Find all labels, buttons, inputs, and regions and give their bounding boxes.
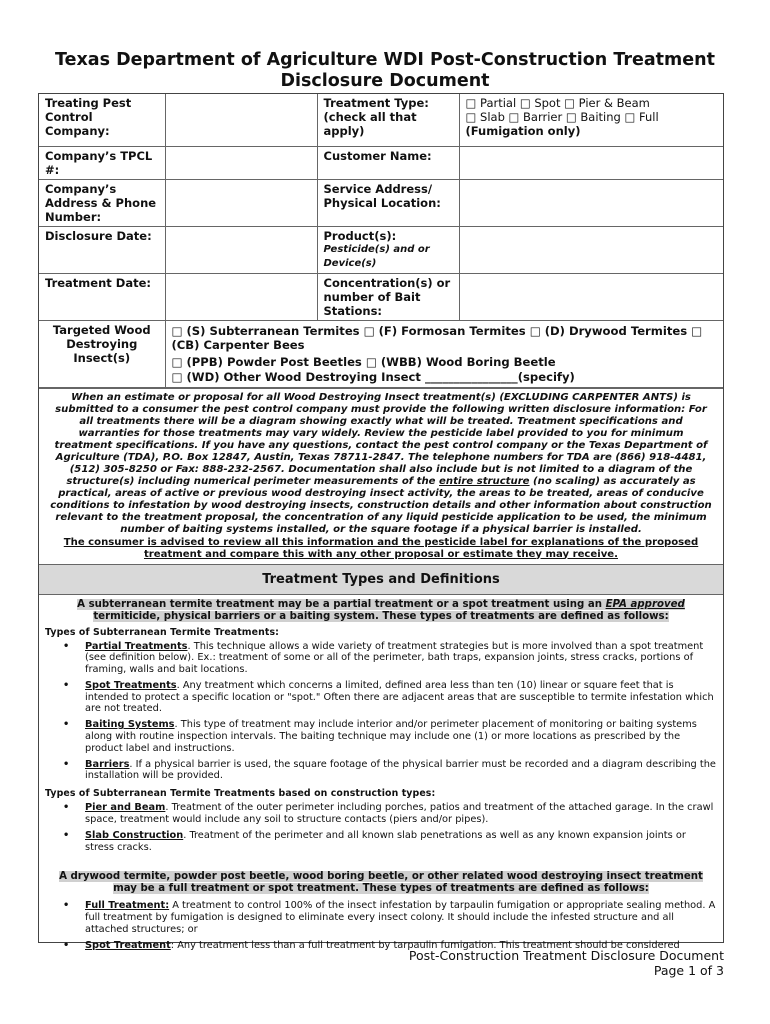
wdi-line3[interactable]: □ (WD) Other Wood Destroying Insect ________________(specify) [171, 370, 575, 384]
treatment-options-line3: (Fumigation only) [465, 124, 581, 138]
concentration-field[interactable] [459, 273, 723, 320]
service-address-label: Service Address/ Physical Location: [317, 179, 459, 226]
address-phone-label: Company’s Address & Phone Number: [39, 179, 165, 226]
list-item [63, 719, 717, 754]
wdi-options[interactable] [165, 320, 723, 387]
drywood-intro [39, 867, 723, 897]
definition-term: Pier and Beam [85, 802, 166, 814]
construction-heading: Types of Subterranean Termite Treatments based on construction types: [45, 788, 436, 800]
subterranean-intro-b: termiticide, physical barriers or a baiting system. These types of treatments are defined as follows: [93, 610, 669, 622]
footer-document-name: Post-Construction Treatment Disclosure Document [408, 948, 724, 963]
bullet-icon: • [63, 640, 70, 652]
notice-part1: When an estimate or proposal for all Wood Destroying Insect treatment(s) (EXCLUDING CARPENTER ANTS) is submitted to a consumer the pest control company must provide the following written disclosure information: For all treatments there will be a diagram showing exactly what will be treated. Treatment specifications and warranties for those treatments may vary widely. Review the pesticide label provided to you for minimum treatment specifications. If you have any questions, contact the pest control company or the Texas Department of Agriculture (TDA), P.O. Box 12847, Austin, Texas 78711-2847. The telephone numbers for TDA are (866) 918-4481, (512) 305-8250 or Fax: 888-232-2567. Documentation shall also include but is not limited to a diagram of the structure(s) including numerical perimeter measurements of the [54, 391, 708, 487]
consumer-advice: The consumer is advised to review all this information and the pesticide label for explanations of the proposed treatment and compare this with any other proposal or estimate they may receive. [63, 536, 699, 560]
epa-approved: EPA approved [605, 598, 685, 610]
bullet-icon: • [63, 758, 70, 770]
document-title: Texas Department of Agriculture WDI Post-Construction Treatment Disclosure Document [55, 50, 715, 91]
customer-name-label: Customer Name: [317, 146, 459, 179]
products-field[interactable] [459, 226, 723, 273]
form-frame [38, 93, 724, 951]
subterranean-intro [39, 595, 723, 625]
tpcl-label: Company’s TPCL #: [39, 146, 165, 179]
list-item [63, 829, 717, 854]
concentration-label: Concentration(s) or number of Bait Stations: [317, 273, 459, 320]
list-item [63, 640, 717, 676]
customer-name-field[interactable] [459, 146, 723, 179]
footer-page-number: Page 1 of 3 [653, 963, 724, 978]
types-heading: Types of Subterranean Termite Treatments: [45, 626, 280, 638]
products-sublabel: Pesticide(s) and or Device(s) [323, 243, 430, 269]
tpcl-field[interactable] [165, 146, 317, 179]
definition-text: . Treatment of the outer perimeter including porches, patios and treatment of the attached garage. In the crawl space, treatment would include any soil to structure contacts (piers and/or pipes). [85, 802, 714, 826]
treating-company-field[interactable] [165, 94, 317, 146]
info-table [39, 94, 723, 388]
treatment-type-options[interactable] [459, 94, 723, 146]
bullet-icon: • [63, 900, 70, 912]
products-label: Product(s): [323, 228, 397, 243]
section-heading: Treatment Types and Definitions [39, 564, 723, 595]
definition-text: A treatment to control 100% of the insect infestation by tarpaulin fumigation or appropriate sealing method. A full treatment by fumigation is designed to eliminate every insect colony. It should include the infested structure and all attached structures; or [85, 900, 716, 936]
definition-term: Partial Treatments [85, 640, 188, 652]
definition-text: . Treatment of the perimeter and all known slab penetrations as well as any known expansion joints or stress cracks. [85, 829, 686, 853]
definition-text: : Any treatment less than a full treatment by tarpaulin fumigation. This treatment should be considered [170, 939, 680, 951]
treatment-type-label: Treatment Type: (check all that apply) [317, 94, 459, 146]
notice-entire-structure: entire structure [439, 475, 530, 487]
definition-text: . This technique allows a wide variety of treatment strategies but is more involved than a spot treatment (see definition below). Ex.: treatment of some or all of the perimeter, bath traps, expansion joints, stress cracks, portions of framing, walls and bait locations. [85, 640, 704, 676]
subterranean-intro-a: A subterranean termite treatment may be a partial treatment or a spot treatment using an [77, 598, 606, 610]
bullet-icon: • [63, 719, 70, 731]
definition-text: . This type of treatment may include interior and/or perimeter placement of monitoring or baiting systems along with routine inspection intervals. The baiting technique may include one (1) or more locations as prescribed by the product label and instructions. [85, 719, 697, 754]
list-item [63, 679, 717, 715]
wdi-label: Targeted Wood Destroying Insect(s) [39, 320, 165, 387]
address-phone-field[interactable] [165, 179, 317, 226]
treatment-date-label: Treatment Date: [39, 273, 165, 320]
notice-part2: (no scaling) as accurately as practical, areas of active or previous wood destroying insect activity, the areas to be treated, areas of conducive conditions to infestation by wood destroying insects, construction details and other information about construction relevant to the treatment proposal, the concentration of any liquid pesticide application to be used, the minimum number of baiting systems installed, or the square footage if a physical barrier is installed. [50, 475, 712, 535]
treatment-date-field[interactable] [165, 273, 317, 320]
bullet-icon: • [63, 802, 70, 814]
drywood-types-list [39, 900, 723, 951]
definition-text: . Any treatment which concerns a limited, defined area less than ten (10) linear or square feet that is intended to protect a specific location or "spot." Often there are adjacent areas that are susceptible to termite infestation which are not treated. [85, 679, 714, 715]
treatment-options-line2[interactable]: □ Slab □ Barrier □ Baiting □ Full [465, 110, 659, 124]
products-cell [317, 226, 459, 273]
list-item [63, 758, 717, 783]
disclosure-date-label: Disclosure Date: [39, 226, 165, 273]
wdi-line1[interactable]: □ (S) Subterranean Termites □ (F) Formosan Termites □ (D) Drywood Termites □ (CB) Carpenter Bees [171, 323, 703, 352]
definition-text: . If a physical barrier is used, the square footage of the physical barrier must be recorded and a diagram describing the installation will be provided. [85, 758, 716, 782]
subterranean-types-list [39, 641, 723, 783]
disclosure-date-field[interactable] [165, 226, 317, 273]
definition-term: Full Treatment: [85, 900, 170, 912]
definition-term: Slab Construction [85, 829, 184, 841]
definition-term: Spot Treatment [85, 939, 171, 951]
definition-term: Barriers [85, 758, 130, 770]
page-footer [324, 948, 724, 978]
list-item [63, 802, 717, 826]
list-item [63, 900, 717, 936]
drywood-intro-text: A drywood termite, powder post beetle, wood boring beetle, or other related wood destroying insect treatment may be a full treatment or spot treatment. These types of treatments are defined as follows: [59, 871, 703, 895]
definition-term: Spot Treatments [85, 679, 177, 691]
definition-term: Baiting Systems [85, 719, 175, 731]
bullet-icon: • [63, 829, 70, 841]
wdi-line2[interactable]: □ (PPB) Powder Post Beetles □ (WBB) Wood Boring Beetle [171, 354, 556, 369]
service-address-field[interactable] [459, 179, 723, 226]
bullet-icon: • [63, 939, 70, 951]
construction-types-list [39, 802, 723, 853]
treating-company-label: Treating Pest Control Company: [39, 94, 165, 146]
disclosure-notice [39, 388, 723, 536]
bullet-icon: • [63, 679, 70, 691]
treatment-options-line1[interactable]: □ Partial □ Spot □ Pier & Beam [465, 96, 650, 110]
